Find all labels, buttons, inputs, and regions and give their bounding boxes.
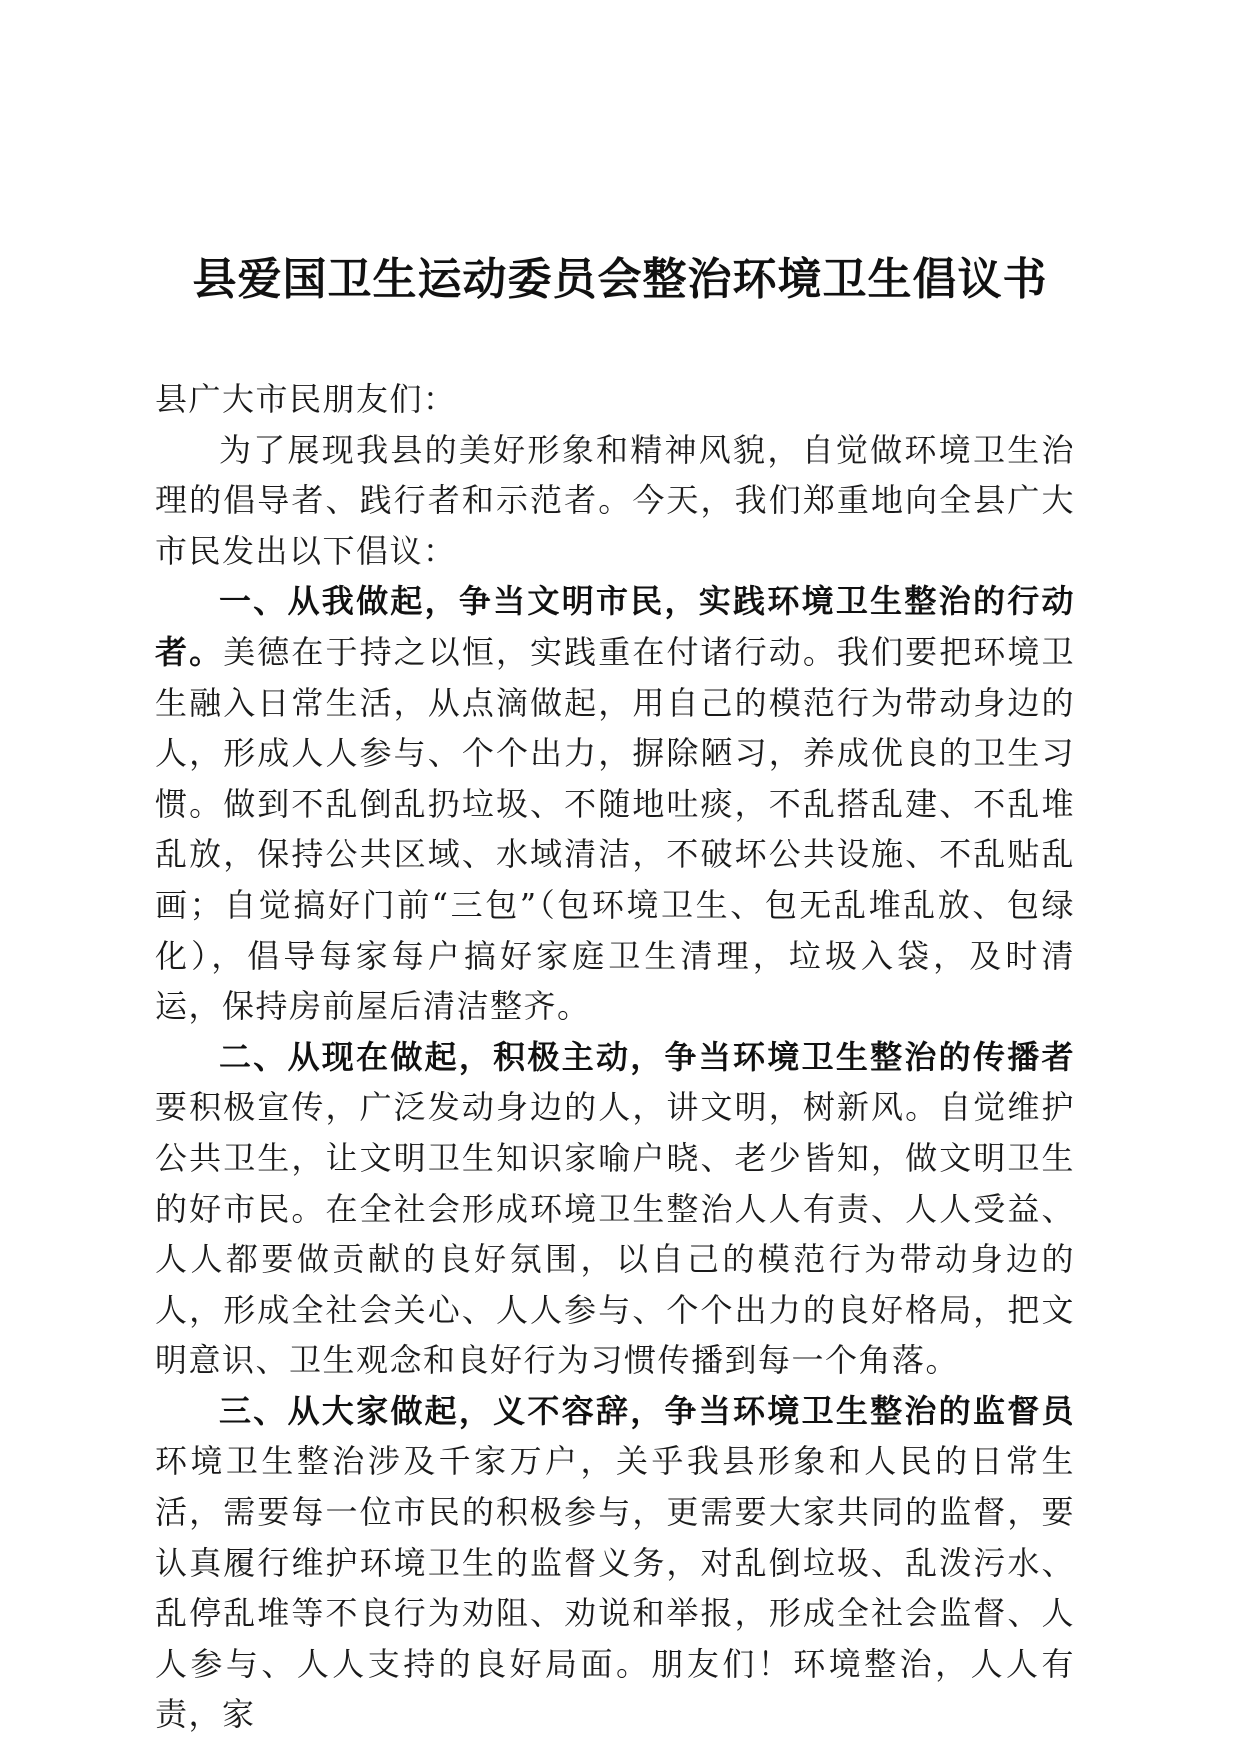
section-heading-2: 二、从现在做起，积极主动，争当环境卫生整治的传播者 (219, 1037, 1075, 1076)
section-heading-1: 一、从我做起，争当文明市民，实践环境卫生整治的行动者。 (155, 582, 1075, 671)
intro-paragraph: 为了展现我县的美好形象和精神风貌，自觉做环境卫生治理的倡导者、践行者和示范者。今天，我们郑重地向全县广大市民发出以下倡议： (155, 430, 1075, 570)
salutation: 县广大市民朋友们： (155, 380, 457, 418)
section-paragraph-3 (155, 1386, 1075, 1740)
section-body-1: 美德在于持之以恒，实践重在付诸行动。我们要把环境卫生融入日常生活，从点滴做起，用自己的模范行为带动身边的人，形成人人参与、个个出力，摒除陋习，养成优良的卫生习惯。做到不乱倒乱扔垃圾、不随地吐痰，不乱搭乱建、不乱堆乱放，保持公共区域、水域清洁，不破坏公共设施、不乱贴乱画；自觉搞好门前“三包”（包环境卫生、包无乱堆乱放、包绿化），倡导每家每户搞好家庭卫生清理，垃圾入袋，及时清运，保持房前屋后清洁整齐。 (155, 632, 1075, 1026)
document-title: 县爱国卫生运动委员会整治环境卫生倡议书 (192, 254, 1048, 305)
section-body-2: 要积极宣传，广泛发动身边的人，讲文明，树新风。自觉维护公共卫生，让文明卫生知识家喻户晓、老少皆知，做文明卫生的好市民。在全社会形成环境卫生整治人人有责、人人受益、人人都要做贡献的良好氛围，以自己的模范行为带动身边的人，形成全社会关心、人人参与、个个出力的良好格局，把文明意识、卫生观念和良好行为习惯传播到每一个角落。 (155, 1088, 1075, 1380)
section-heading-3: 三、从大家做起，义不容辞，争当环境卫生整治的监督员 (219, 1391, 1075, 1430)
document-body (155, 374, 1075, 1740)
section-body-3: 环境卫生整治涉及千家万户，关乎我县形象和人民的日常生活，需要每一位市民的积极参与，更需要大家共同的监督，要认真履行维护环境卫生的监督义务，对乱倒垃圾、乱泼污水、乱停乱堆等不良行为劝阻、劝说和举报，形成全社会监督、人人参与、人人支持的良好局面。朋友们！环境整治，人人有责，家 (155, 1442, 1075, 1734)
section-paragraph-2 (155, 1032, 1075, 1386)
section-paragraph-1 (155, 576, 1075, 1031)
